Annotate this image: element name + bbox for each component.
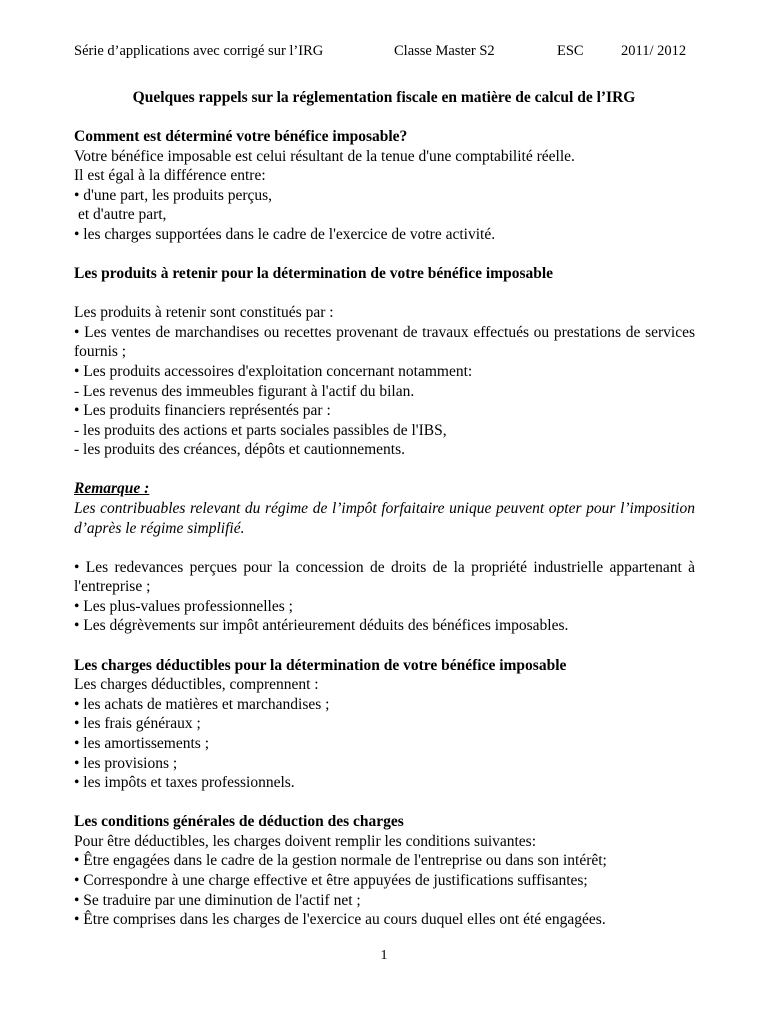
section-taxable-profit [74, 127, 695, 245]
remark-block [74, 479, 695, 538]
page-header [74, 42, 694, 62]
list-item: • Les produits financiers représentés par : [74, 402, 331, 420]
section-heading: Les charges déductibles pour la détermination de votre bénéfice imposable [74, 656, 567, 674]
section-deduction-conditions [74, 812, 695, 930]
paragraph-line: Votre bénéfice imposable est celui résultant de la tenue d'une comptabilité réelle. [74, 147, 575, 165]
page-title: Quelques rappels sur la réglementation fiscale en matière de calcul de l’IRG [132, 89, 636, 106]
remark-title: Remarque : [74, 480, 150, 498]
list-item: • Les produits accessoires d'exploitation concernant notamment: [74, 362, 473, 380]
list-item: - les produits des créances, dépôts et cautionnements. [74, 441, 405, 459]
list-item: • les provisions ; [74, 754, 178, 772]
list-item: • Les dégrèvements sur impôt antérieurement déduits des bénéfices imposables. [74, 617, 569, 635]
list-item: • Se traduire par une diminution de l'actif net ; [74, 891, 361, 909]
header-year: 2011/ 2012 [621, 43, 687, 59]
paragraph-line: et d'autre part, [78, 206, 167, 224]
list-item: - Les revenus des immeubles figurant à l'actif du bilan. [74, 382, 415, 400]
page-number: 1 [380, 948, 388, 963]
list-item: • les charges supportées dans le cadre de l'exercice de votre activité. [74, 225, 496, 243]
section-heading: Comment est déterminé votre bénéfice imposable? [74, 128, 408, 145]
section-products [74, 264, 695, 460]
list-item: • Être engagées dans le cadre de la gestion normale de l'entreprise ou dans son intérêt; [74, 852, 607, 870]
list-item: - les produits des actions et parts sociales passibles de l'IBS, [74, 421, 447, 439]
paragraph-line: Les produits à retenir sont constitués par : [74, 304, 334, 322]
remark-body: Les contribuables relevant du régime de l’impôt forfaitaire unique peuvent opter pour l’imposition d’après le régime simplifié. [74, 500, 695, 537]
paragraph-line: Il est égal à la différence entre: [74, 167, 266, 185]
section-heading: Les conditions générales de déduction des charges [74, 813, 404, 831]
list-item: • les impôts et taxes professionnels. [74, 774, 295, 792]
section-heading: Les produits à retenir pour la détermination de votre bénéfice imposable [74, 265, 554, 283]
list-item: • Les redevances perçues pour la concession de droits de la propriété industrielle appartenant à l'entreprise ; [74, 558, 695, 596]
header-school: ESC [557, 43, 584, 59]
list-item: • Les ventes de marchandises ou recettes provenant de travaux effectués ou prestations de services fournis ; [74, 323, 695, 361]
list-item: • les frais généraux ; [74, 715, 201, 733]
paragraph-line: Les charges déductibles, comprennent : [74, 676, 319, 694]
list-item: • Être comprises dans les charges de l'exercice au cours duquel elles ont été engagées. [74, 911, 606, 929]
section-other-products [74, 558, 695, 636]
header-series-title: Série d’applications avec corrigé sur l’IRG [74, 43, 324, 59]
list-item: • Correspondre à une charge effective et être appuyées de justifications suffisantes; [74, 872, 588, 889]
header-class: Classe Master S2 [394, 43, 495, 59]
paragraph-line: Pour être déductibles, les charges doivent remplir les conditions suivantes: [74, 832, 537, 850]
list-item: • les amortissements ; [74, 734, 210, 752]
section-deductible-charges [74, 656, 695, 793]
list-item: • les achats de matières et marchandises ; [74, 695, 330, 713]
list-item: • d'une part, les produits perçus, [74, 186, 273, 204]
document-body [74, 127, 695, 930]
list-item: • Les plus-values professionnelles ; [74, 597, 293, 615]
